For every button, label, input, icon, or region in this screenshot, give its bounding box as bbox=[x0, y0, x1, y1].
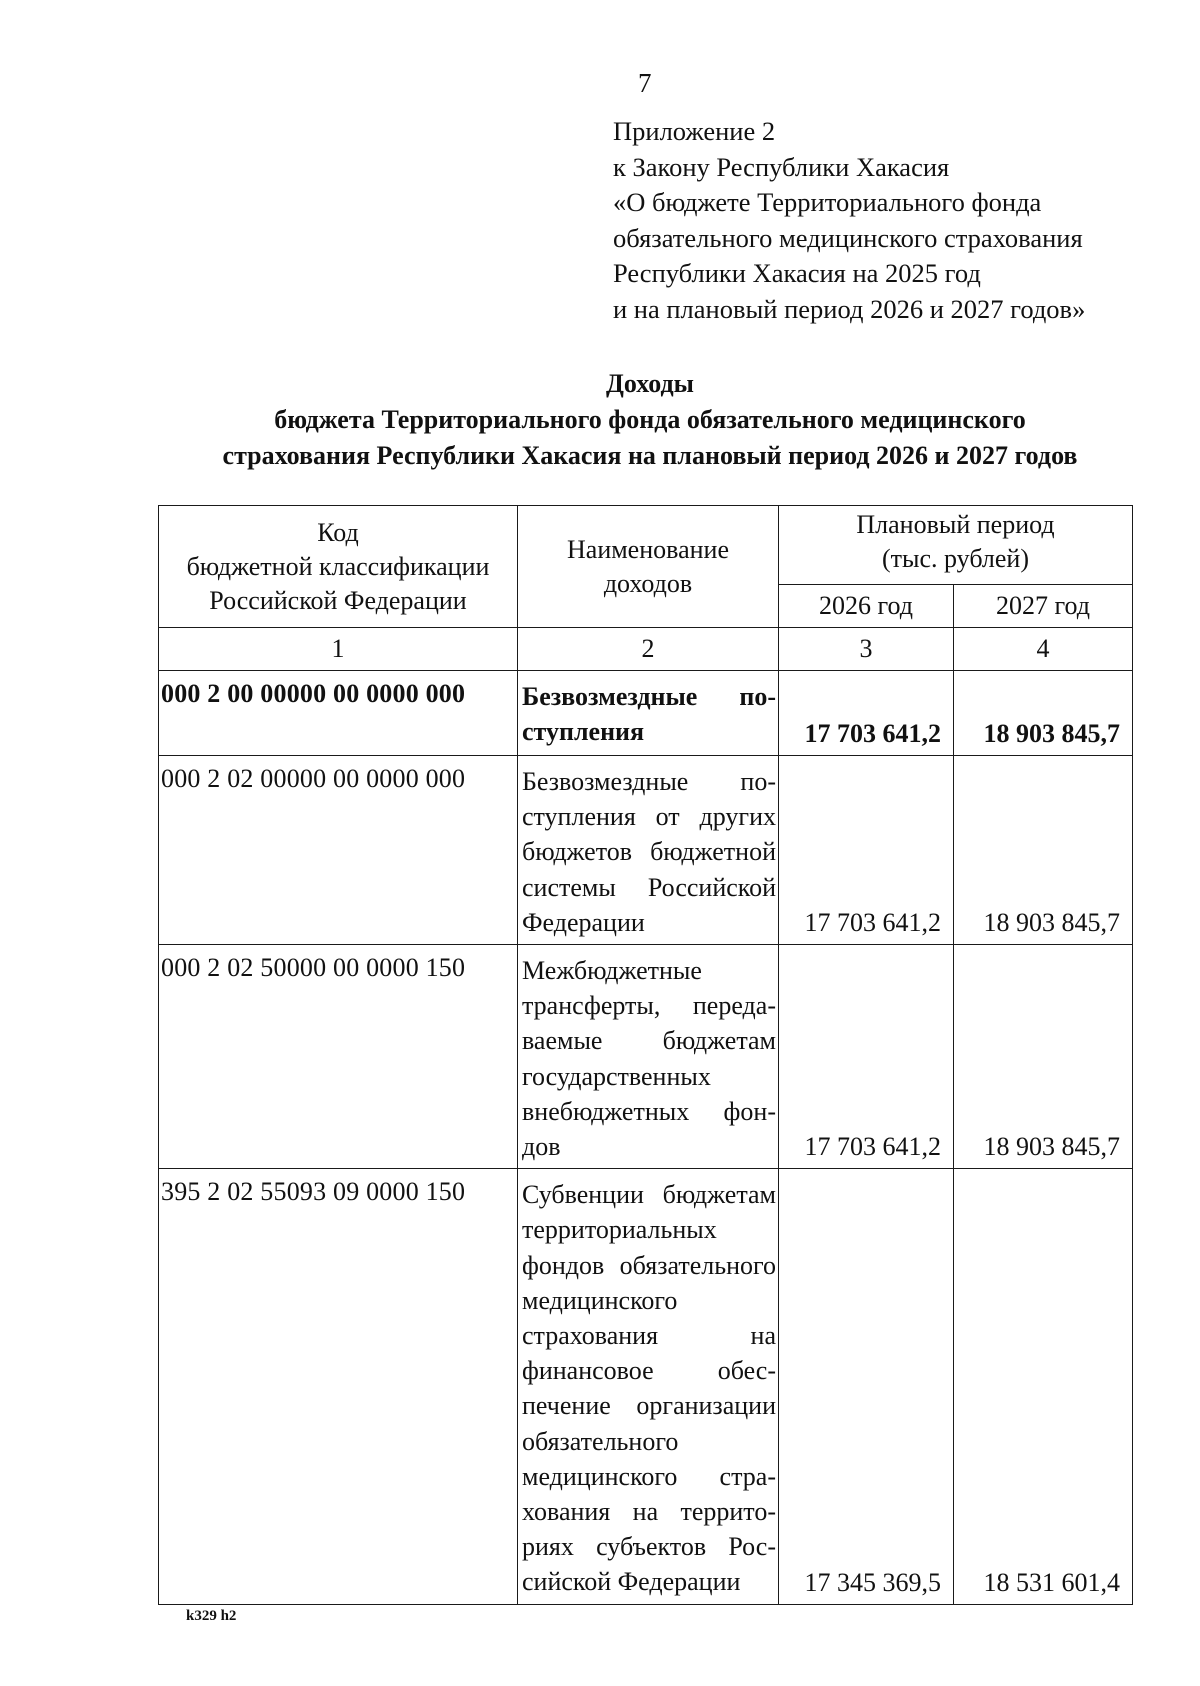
header-year-2026: 2026 год bbox=[779, 585, 954, 628]
header-name-line: доходов bbox=[603, 568, 693, 598]
header-period-line: Плановый период bbox=[856, 510, 1055, 539]
row-code: 395 2 02 55093 09 0000 150 bbox=[159, 1169, 518, 1604]
row-name: Субвенции бюджетам территориальных фондов обязательного медицинского страхования на финансовое обеспечение организации обязательного медицинского страхования на территориях субъектов Российской Федерации bbox=[518, 1169, 779, 1604]
title-line: страхования Республики Хакасия на плановый период 2026 и 2027 годов bbox=[222, 441, 1078, 470]
appendix-line: к Закону Республики Хакасия bbox=[613, 151, 950, 182]
row-value-2027: 18 903 845,7 bbox=[954, 671, 1133, 756]
column-number: 3 bbox=[779, 628, 954, 671]
appendix-line: «О бюджете Территориального фонда bbox=[613, 187, 1042, 217]
row-value-2026: 17 703 641,2 bbox=[779, 671, 954, 756]
column-number: 1 bbox=[159, 628, 518, 671]
header-code bbox=[159, 506, 518, 628]
row-code: 000 2 02 50000 00 0000 150 bbox=[159, 945, 518, 1169]
income-table bbox=[158, 505, 1133, 1605]
header-name-line: Наименование bbox=[567, 534, 729, 564]
table-row bbox=[159, 756, 1133, 945]
header-year-2027: 2027 год bbox=[954, 585, 1133, 628]
header-period-line: (тыс. рублей) bbox=[881, 544, 1029, 573]
header-code-line: Российской Федерации bbox=[209, 585, 467, 615]
column-number: 4 bbox=[954, 628, 1133, 671]
header-row bbox=[159, 506, 1133, 585]
page-number: 7 bbox=[638, 68, 652, 98]
column-number: 2 bbox=[518, 628, 779, 671]
row-name: Безвозмездные поступления от других бюджетов бюджетной системы Российской Федерации bbox=[518, 756, 779, 945]
row-value-2026: 17 703 641,2 bbox=[779, 756, 954, 945]
header-name bbox=[518, 506, 779, 628]
appendix-line: Приложение 2 bbox=[613, 116, 776, 146]
row-value-2026: 17 345 369,5 bbox=[779, 1169, 954, 1604]
column-numbers-row bbox=[159, 628, 1133, 671]
document-title bbox=[150, 366, 1150, 474]
header-period bbox=[779, 506, 1133, 585]
row-name: Межбюджетные трансферты, передаваемые бюджетам государственных внебюджетных фондов bbox=[518, 945, 779, 1169]
row-value-2027: 18 903 845,7 bbox=[954, 756, 1133, 945]
row-value-2026: 17 703 641,2 bbox=[779, 945, 954, 1169]
appendix-line: и на плановый период 2026 и 2027 годов» bbox=[613, 293, 1086, 324]
appendix-line: Республики Хакасия на 2025 год bbox=[613, 258, 981, 288]
appendix-block bbox=[613, 114, 1085, 327]
header-code-line: Код bbox=[317, 517, 359, 547]
row-code: 000 2 00 00000 00 0000 000 bbox=[159, 671, 518, 756]
appendix-line: обязательного медицинского страхования bbox=[613, 222, 1083, 253]
table-row bbox=[159, 945, 1133, 1169]
header-code-line: бюджетной классификации bbox=[186, 551, 490, 581]
row-value-2027: 18 531 601,4 bbox=[954, 1169, 1133, 1604]
row-value-2027: 18 903 845,7 bbox=[954, 945, 1133, 1169]
table-row bbox=[159, 1169, 1133, 1604]
row-name: Безвозмездные поступления bbox=[518, 671, 779, 756]
title-line: Доходы bbox=[606, 369, 694, 398]
row-code: 000 2 02 00000 00 0000 000 bbox=[159, 756, 518, 945]
footer-code: k329 h2 bbox=[186, 1608, 237, 1624]
title-line: бюджета Территориального фонда обязательного медицинского bbox=[274, 405, 1026, 434]
table-row bbox=[159, 671, 1133, 756]
